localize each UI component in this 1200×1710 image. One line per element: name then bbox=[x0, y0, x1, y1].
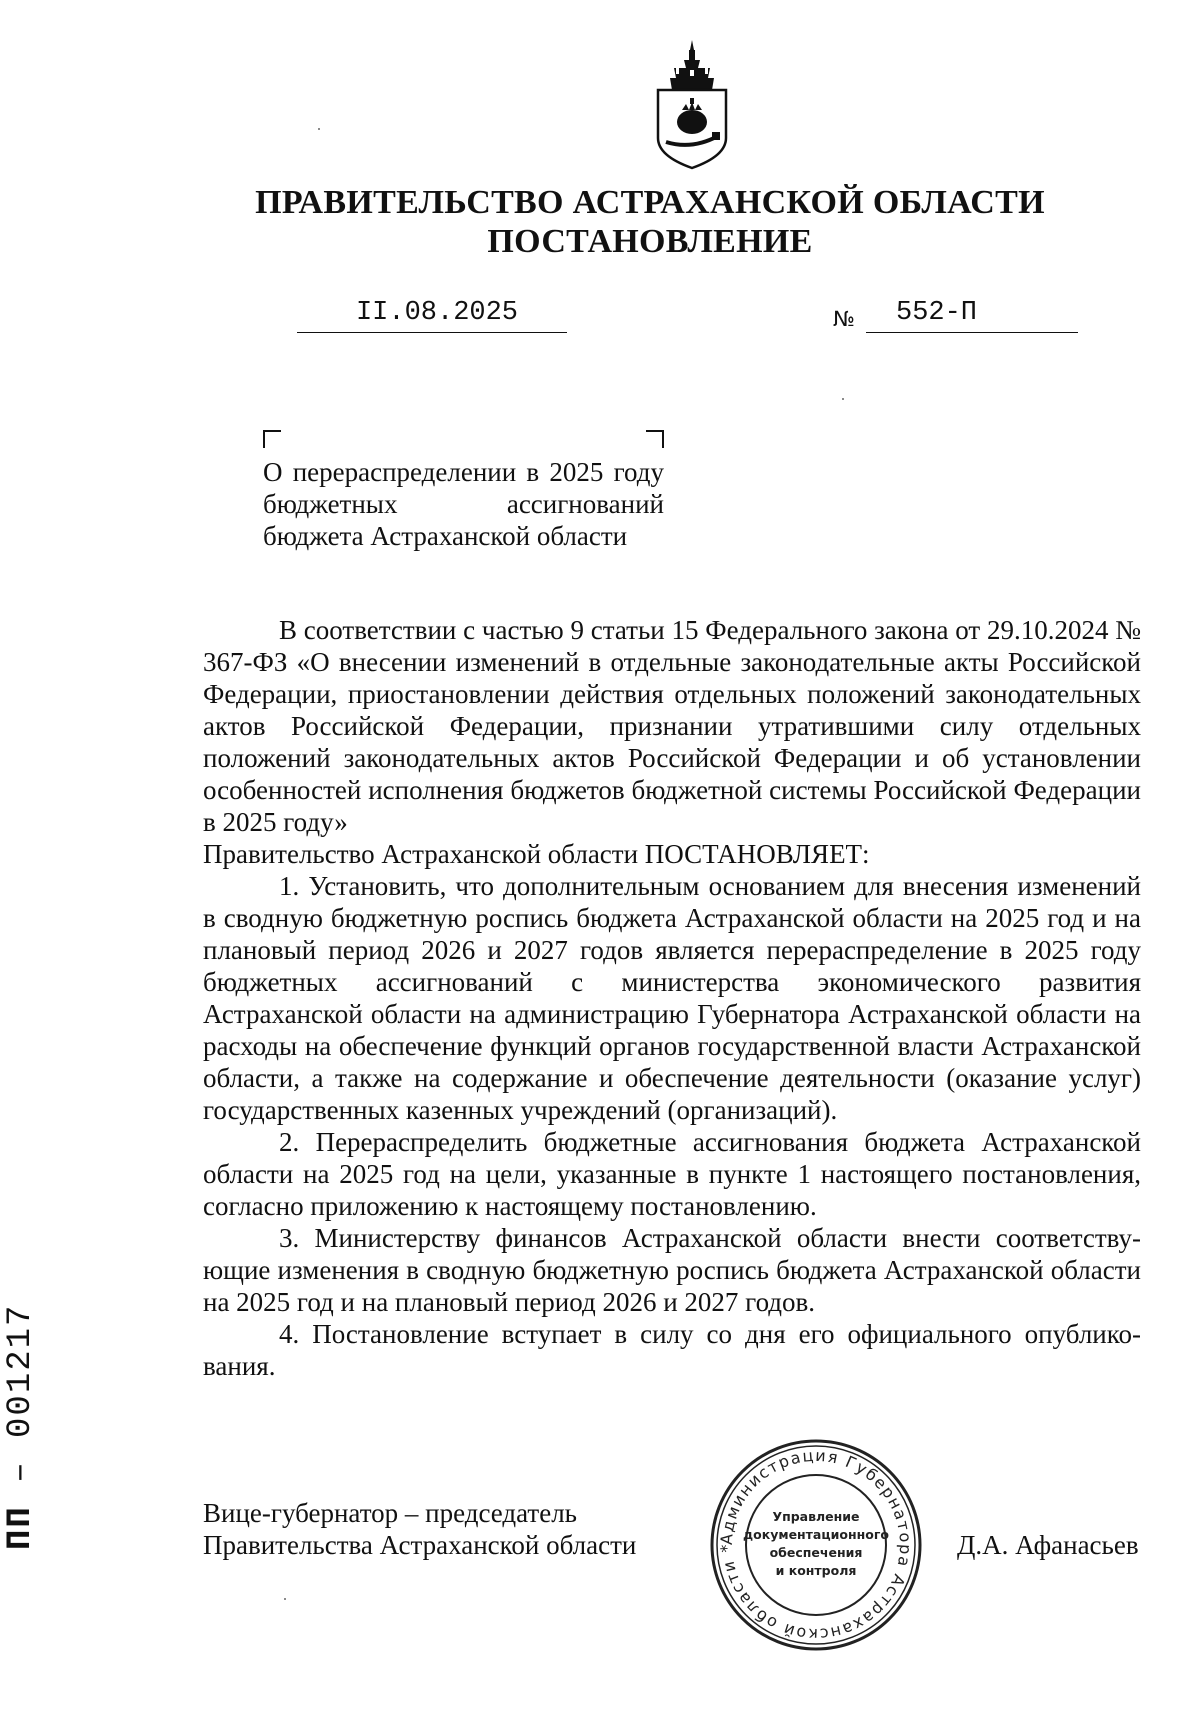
official-stamp bbox=[708, 1437, 924, 1653]
registration-separator: – bbox=[2, 1437, 40, 1483]
resolves-line: Правительство Астраханской области ПОСТАНОВЛЯЕТ: bbox=[203, 839, 870, 869]
signer-position bbox=[203, 1497, 636, 1561]
scan-speck bbox=[842, 398, 844, 400]
subject-bracket-left bbox=[263, 430, 281, 448]
document-body bbox=[203, 614, 1141, 1382]
astrakhan-coat-of-arms-icon bbox=[654, 38, 730, 172]
document-type-title: ПОСТАНОВЛЕНИЕ bbox=[487, 223, 813, 260]
subject-bracket-right bbox=[646, 430, 664, 448]
stamp-ring-text: Администрация Губернатора Астраханской области * bbox=[716, 1445, 916, 1645]
signer-position-line: Вице-губернатор – председатель bbox=[203, 1498, 577, 1528]
registration-number bbox=[2, 1304, 40, 1550]
clause-paragraph: 4. Постановление вступает в силу со дня его официального опубликования. bbox=[203, 1319, 1141, 1381]
registration-value: 001217 bbox=[2, 1303, 40, 1438]
stamp-center-line: Управление bbox=[772, 1509, 860, 1524]
signer-name: Д.А. Афанасьев bbox=[957, 1530, 1139, 1560]
stamp-center-line: и контроля bbox=[775, 1563, 857, 1578]
number-field bbox=[866, 298, 1078, 333]
document-number: 552-П bbox=[896, 298, 978, 328]
clause-paragraph: 1. Установить, что дополнительным основанием для внесения изменений в сводную бюджетную роспись бюджета Астраханской области на 2025 год и на плановый период 2026 и 2027 годов является перераспределение в 2025 году бюджетных ассигнований с министерства экономического развития Астраханской области на администрацию Губернатора Астраханской области на расходы на обеспечение функций органов государственной власти Астраханской области, а также на содержание и обеспечение деятельности (оказание услуг) государственных казенных учреждений (организаций). bbox=[203, 871, 1141, 1125]
registration-prefix: ПП bbox=[2, 1505, 40, 1550]
date-field bbox=[297, 298, 567, 333]
scan-speck bbox=[284, 1598, 286, 1600]
signer-position-line: Правительства Астраханской области bbox=[203, 1530, 637, 1560]
stamp-center-line: обеспечения bbox=[769, 1545, 863, 1560]
stamp-center-line: документационного bbox=[743, 1527, 889, 1542]
clause-paragraph: 2. Перераспределить бюджетные ассигнования бюджета Астраханской области на 2025 год на цели, указанные в пункте 1 настоящего постановления, согласно приложению к настоящему постановлению. bbox=[203, 1127, 1141, 1221]
clause-paragraph: 3. Министерству финансов Астраханской области внести соответствующие изменения в сводную бюджетную роспись бюджета Астраханской области на 2025 год и на плановый период 2026 и 2027 годов. bbox=[203, 1223, 1141, 1317]
scan-speck bbox=[318, 128, 320, 130]
preamble-paragraph: В соответствии с частью 9 статьи 15 Федерального закона от 29.10.2024 № 367-ФЗ «О внесении изменений в отдельные законодательные акты Российской Федерации, приостановлении действия отдельных положений законодательных актов Российской Федерации, признании утратившими силу отдельных положений законодательных актов Российской Федерации и об установлении особенностей исполнения бюджетов бюджетной системы Российской Федерации в 2025 году» bbox=[203, 615, 1141, 837]
document-subject: О перераспределении в 2025 году бюджетных ассигнований бюджета Астраханской области bbox=[263, 457, 664, 551]
government-title: ПРАВИТЕЛЬСТВО АСТРАХАНСКОЙ ОБЛАСТИ bbox=[255, 184, 1045, 221]
document-date: II.08.2025 bbox=[355, 298, 519, 328]
number-sign: № bbox=[833, 307, 855, 331]
